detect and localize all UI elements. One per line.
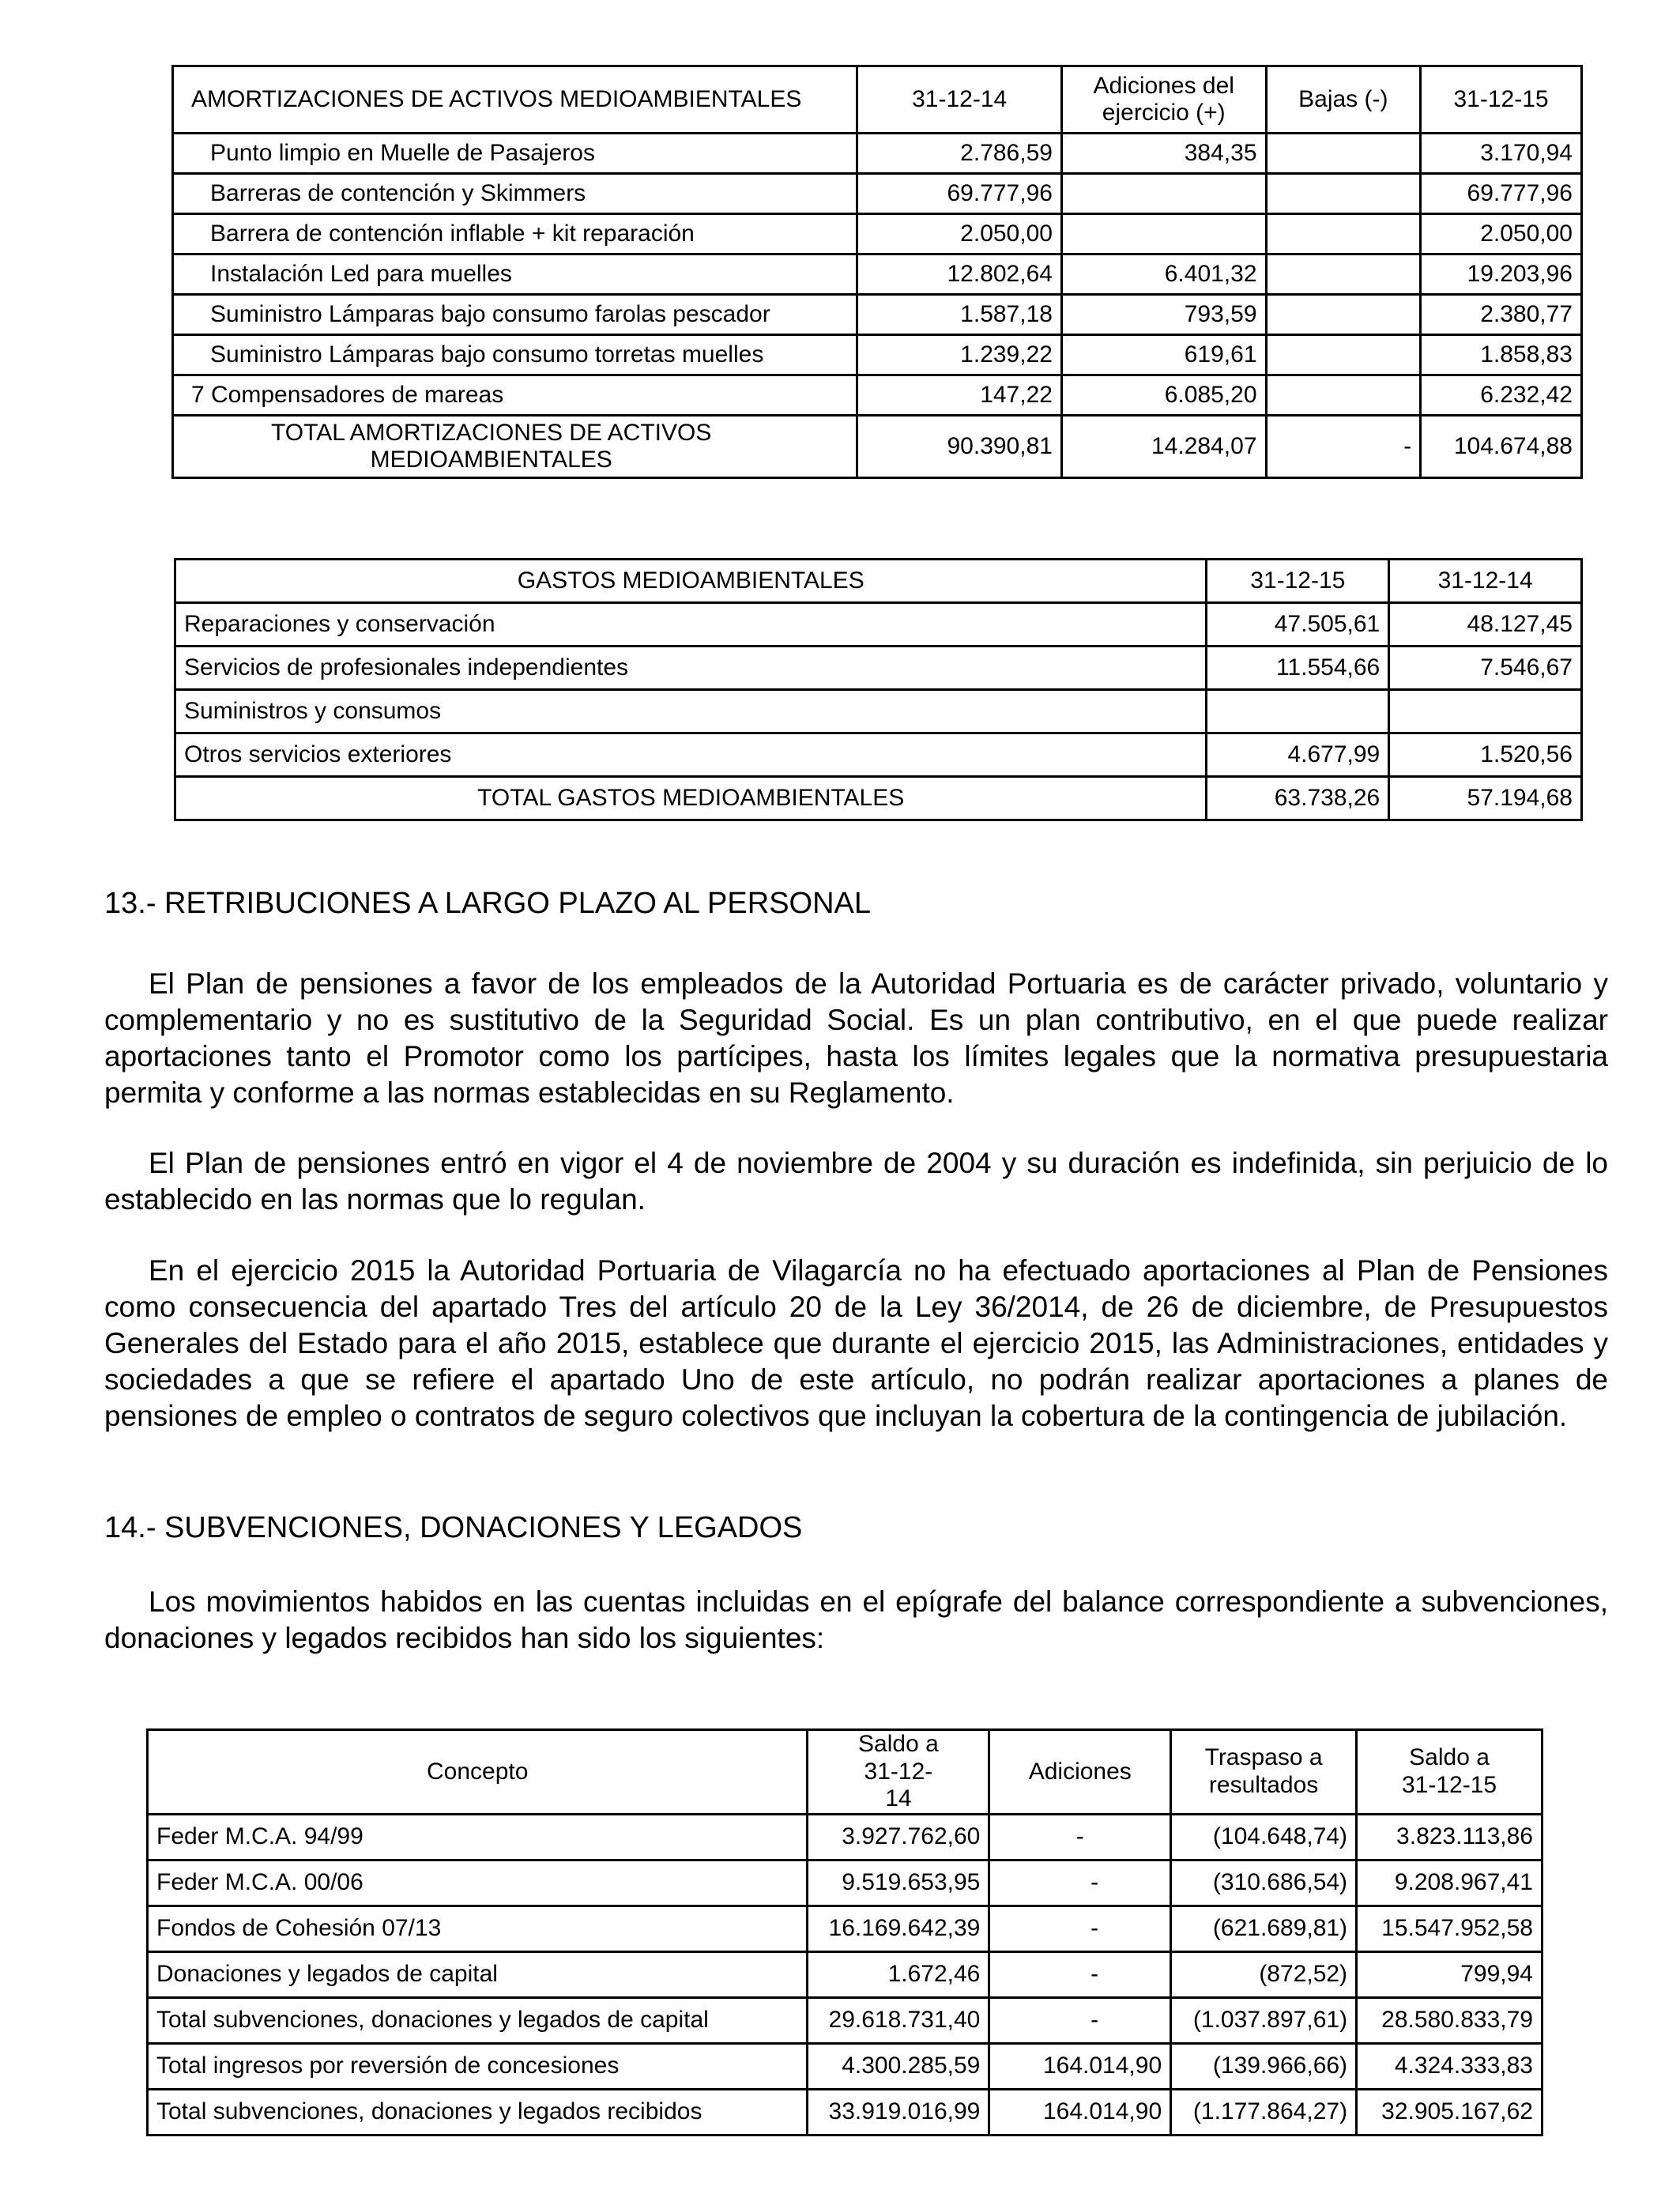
row-label: Suministro Lámparas bajo consumo torretas muelles [173,335,857,375]
row-label: Otros servicios exteriores [175,733,1207,777]
header-cell: AMORTIZACIONES DE ACTIVOS MEDIOAMBIENTALES [173,66,857,134]
table-row [173,375,1582,416]
row-label: Instalación Led para muelles [173,254,857,295]
cell-value: 11.554,66 [1207,647,1389,690]
header-cell: Adiciones [989,1730,1171,1815]
total-value: 104.674,88 [1421,416,1582,478]
cell-value: 1.520,56 [1389,733,1582,777]
cell-value: 6.232,42 [1421,375,1582,416]
cell-value: 2.050,00 [1421,214,1582,254]
cell-value [1266,214,1421,254]
table-row [148,1997,1543,2043]
table-row [148,1860,1543,1906]
cell-value: 6.401,32 [1061,254,1266,295]
row-label: Suministro Lámparas bajo consumo farolas pescador [173,295,857,335]
row-label: 7 Compensadores de mareas [173,375,857,416]
total-label: TOTAL GASTOS MEDIOAMBIENTALES [175,777,1207,820]
row-label: Fondos de Cohesión 07/13 [148,1906,808,1951]
header-cell: Adiciones del ejercicio (+) [1061,66,1266,134]
cell-value: 48.127,45 [1389,603,1582,647]
table-row [173,134,1582,174]
table-row [173,174,1582,214]
section-14-paragraph-1: Los movimientos habidos en las cuentas incluidas en el epígrafe del balance correspondiente a subvenciones, donaciones y legados recibidos han sido los siguientes: [104,1585,1608,1654]
table-row [173,254,1582,295]
header-cell: Saldo a 31-12-15 [1357,1730,1543,1815]
cell-value: 1.587,18 [857,295,1062,335]
cell-value: 12.802,64 [857,254,1062,295]
cell-value: 1.858,83 [1421,335,1582,375]
header-cell: GASTOS MEDIOAMBIENTALES [175,560,1207,603]
cell-value: 32.905.167,62 [1357,2089,1543,2135]
cell-value: 6.085,20 [1061,375,1266,416]
table-row [148,2043,1543,2089]
cell-value: (104.648,74) [1171,1814,1357,1860]
table-row [148,1814,1543,1860]
row-label: Total subvenciones, donaciones y legados recibidos [148,2089,808,2135]
header-cell: 31-12-14 [857,66,1062,134]
header-cell: Bajas (-) [1266,66,1421,134]
cell-value: 19.203,96 [1421,254,1582,295]
cell-value: 3.823.113,86 [1357,1814,1543,1860]
table-header-row [148,1730,1543,1815]
row-label: Barreras de contención y Skimmers [173,174,857,214]
cell-value: 147,22 [857,375,1062,416]
total-value: 90.390,81 [857,416,1062,478]
section-13-paragraph-1: El Plan de pensiones a favor de los empleados de la Autoridad Portuaria es de carácter privado, voluntario y complementario y no es sustitutivo de la Seguridad Social. Es un plan contributivo, en el que puede realizar aportaciones tanto el Promotor como los partícipes, hasta los límites legales que la normativa presupuestaria permita y conforme a las normas establecidas en su Reglamento. [104,967,1608,1109]
table-row [173,295,1582,335]
cell-value: 9.208.967,41 [1357,1860,1543,1906]
cell-value: 799,94 [1357,1951,1543,1997]
table-row [173,335,1582,375]
cell-value: 47.505,61 [1207,603,1389,647]
cell-value [1266,295,1421,335]
cell-value: 29.618.731,40 [808,1997,989,2043]
cell-value: 4.300.285,59 [808,2043,989,2089]
cell-value [1389,690,1582,733]
cell-value: - [989,1860,1171,1906]
cell-value: 3.170,94 [1421,134,1582,174]
cell-value: 2.050,00 [857,214,1062,254]
cell-value: (1.177.864,27) [1171,2089,1357,2135]
total-row [173,416,1582,478]
section-14-title: 14.- SUBVENCIONES, DONACIONES Y LEGADOS [104,1511,803,1544]
row-label: Feder M.C.A. 00/06 [148,1860,808,1906]
table-header-row [175,560,1582,603]
table-row [148,1906,1543,1951]
section-13-paragraph-2: El Plan de pensiones entró en vigor el 4 de noviembre de 2004 y su duración es indefinida, sin perjuicio de lo establecido en las normas que lo regulan. [104,1147,1608,1216]
cell-value: 619,61 [1061,335,1266,375]
cell-value: 1.239,22 [857,335,1062,375]
cell-value: 15.547.952,58 [1357,1906,1543,1951]
table-header-row [173,66,1582,134]
cell-value: 33.919.016,99 [808,2089,989,2135]
row-label: Feder M.C.A. 94/99 [148,1814,808,1860]
cell-value: 4.677,99 [1207,733,1389,777]
cell-value [1266,375,1421,416]
cell-value [1266,134,1421,174]
cell-value: 69.777,96 [857,174,1062,214]
row-label: Total subvenciones, donaciones y legados de capital [148,1997,808,2043]
cell-value: 4.324.333,83 [1357,2043,1543,2089]
total-value: 63.738,26 [1207,777,1389,820]
cell-value: 16.169.642,39 [808,1906,989,1951]
total-value: - [1266,416,1421,478]
row-label: Barrera de contención inflable + kit reparación [173,214,857,254]
row-label: Total ingresos por reversión de concesiones [148,2043,808,2089]
amortizaciones-table [171,65,1583,479]
cell-value: - [989,1951,1171,1997]
header-cell: 31-12-14 [1389,560,1582,603]
table-row [175,733,1582,777]
cell-value: 164.014,90 [989,2089,1171,2135]
cell-value [1061,174,1266,214]
cell-value [1266,254,1421,295]
cell-value: (310.686,54) [1171,1860,1357,1906]
cell-value: 164.014,90 [989,2043,1171,2089]
cell-value: 9.519.653,95 [808,1860,989,1906]
total-value: 14.284,07 [1061,416,1266,478]
cell-value [1266,335,1421,375]
cell-value: (1.037.897,61) [1171,1997,1357,2043]
cell-value: 793,59 [1061,295,1266,335]
cell-value: (621.689,81) [1171,1906,1357,1951]
section-13-title: 13.- RETRIBUCIONES A LARGO PLAZO AL PERSONAL [104,887,872,920]
cell-value: 7.546,67 [1389,647,1582,690]
table-row [173,214,1582,254]
subvenciones-table [146,1728,1543,2136]
gastos-table [174,558,1583,821]
header-cell: 31-12-15 [1421,66,1582,134]
cell-value: - [989,1906,1171,1951]
table-row [175,647,1582,690]
cell-value: 2.786,59 [857,134,1062,174]
cell-value: 1.672,46 [808,1951,989,1997]
total-value: 57.194,68 [1389,777,1582,820]
header-cell: Concepto [148,1730,808,1815]
table-row [148,1951,1543,1997]
cell-value: 3.927.762,60 [808,1814,989,1860]
row-label: Punto limpio en Muelle de Pasajeros [173,134,857,174]
row-label: Suministros y consumos [175,690,1207,733]
total-label: TOTAL AMORTIZACIONES DE ACTIVOS MEDIOAMBIENTALES [173,416,857,478]
cell-value [1061,214,1266,254]
cell-value: - [989,1814,1171,1860]
total-row [175,777,1582,820]
section-13-paragraph-3: En el ejercicio 2015 la Autoridad Portuaria de Vilagarcía no ha efectuado aportaciones al Plan de Pensiones como consecuencia del apartado Tres del artículo 20 de la Ley 36/2014, de 26 de diciembre, de Presupuestos Generales del Estado para el año 2015, establece que durante el ejercicio 2015, las Administraciones, entidades y sociedades a que se refiere el apartado Uno de este artículo, no podrán realizar aportaciones a planes de pensiones de empleo o contratos de seguro colectivos que incluyan la cobertura de la contingencia de jubilación. [104,1254,1608,1432]
cell-value: (872,52) [1171,1951,1357,1997]
row-label: Reparaciones y conservación [175,603,1207,647]
cell-value: (139.966,66) [1171,2043,1357,2089]
cell-value: - [989,1997,1171,2043]
cell-value: 2.380,77 [1421,295,1582,335]
cell-value: 384,35 [1061,134,1266,174]
header-cell: 31-12-15 [1207,560,1389,603]
row-label: Donaciones y legados de capital [148,1951,808,1997]
cell-value: 28.580.833,79 [1357,1997,1543,2043]
row-label: Servicios de profesionales independientes [175,647,1207,690]
header-cell: Traspaso a resultados [1171,1730,1357,1815]
cell-value: 69.777,96 [1421,174,1582,214]
table-row [175,603,1582,647]
table-row [148,2089,1543,2135]
cell-value [1207,690,1389,733]
header-cell: Saldo a 31-12-14 [808,1730,989,1815]
cell-value [1266,174,1421,214]
table-row [175,690,1582,733]
